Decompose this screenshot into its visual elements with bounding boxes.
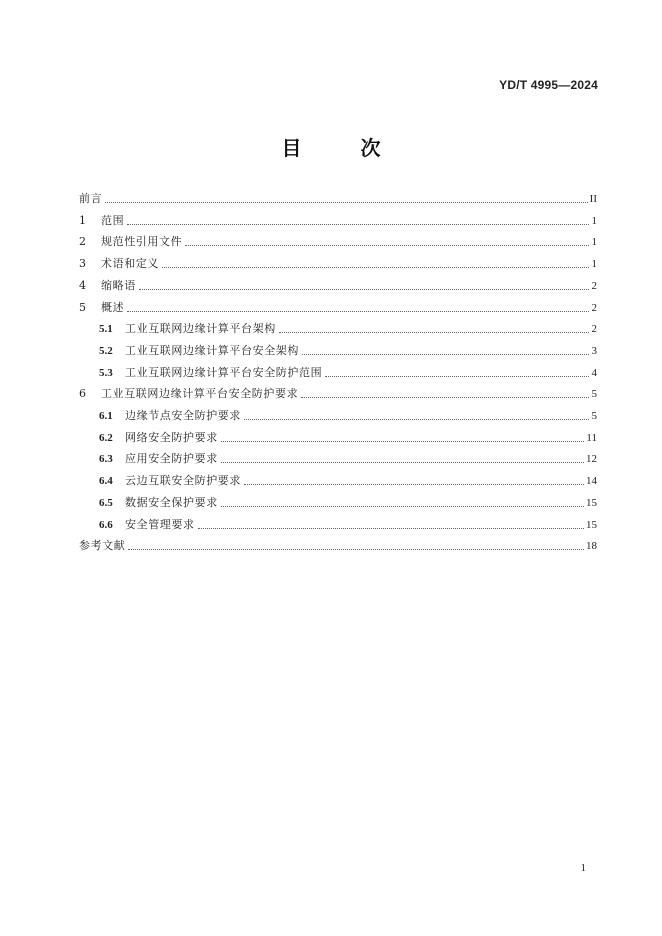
toc-entry-number: 6.5 <box>99 496 113 509</box>
toc-dot-leader <box>279 332 589 333</box>
toc-entry-label: 边缘节点安全防护要求 <box>125 409 241 422</box>
toc-entry-page: 3 <box>591 344 597 357</box>
toc-entry-number: 6.1 <box>99 410 113 422</box>
toc-entry-page: 14 <box>586 475 597 488</box>
toc-entry-number: 3 <box>79 257 86 271</box>
toc-entry-page: 18 <box>586 540 597 553</box>
toc-entry-number: 1 <box>79 213 86 227</box>
toc-entry-label: 前言 <box>79 192 103 205</box>
toc-dot-leader <box>244 419 589 420</box>
document-id: YD/T 4995—2024 <box>499 78 598 92</box>
toc-entry-label: 概述 <box>101 300 125 314</box>
toc-entry-page: 5 <box>591 388 597 401</box>
toc-entry-page: 12 <box>586 453 597 466</box>
toc-entry-page: 1 <box>591 214 597 227</box>
toc-entry-label: 工业互联网边缘计算平台架构 <box>125 322 276 336</box>
toc-entry[interactable] <box>99 472 597 488</box>
toc-entry[interactable] <box>99 342 597 358</box>
toc-entry-page: 2 <box>591 301 597 314</box>
toc-entry-label: 缩略语 <box>101 278 136 292</box>
toc-entry-number: 6.6 <box>99 518 113 531</box>
toc-dot-leader <box>301 397 589 398</box>
toc-dot-leader <box>302 354 589 355</box>
toc-entry-number: 2 <box>79 235 86 249</box>
toc-entry-label: 术语和定义 <box>101 257 159 271</box>
toc-entry[interactable] <box>79 233 597 249</box>
toc-dot-leader <box>185 245 589 246</box>
toc-entry[interactable] <box>79 255 597 271</box>
toc-dot-leader <box>162 267 589 268</box>
toc-entry-label: 参考文献 <box>79 539 126 553</box>
toc-entry-page: 11 <box>586 431 597 444</box>
toc-entry-page: 4 <box>591 366 597 379</box>
toc-entry[interactable] <box>99 450 597 466</box>
toc-dot-leader <box>127 311 589 312</box>
toc-entry-label: 安全管理要求 <box>125 517 195 531</box>
toc-entry[interactable] <box>79 299 597 315</box>
toc-entry[interactable] <box>99 429 597 445</box>
toc-entry[interactable] <box>79 277 597 293</box>
toc-dot-leader <box>139 289 589 290</box>
toc-dot-leader <box>198 528 584 529</box>
page-title: 目 次 <box>281 136 407 160</box>
toc-entry[interactable] <box>99 516 597 532</box>
toc-entry-page: 15 <box>586 496 597 509</box>
toc-dot-leader <box>221 506 584 507</box>
toc-entry-number: 5 <box>79 300 86 314</box>
toc-entry-number: 6.4 <box>99 475 113 488</box>
toc-dot-leader <box>221 462 584 463</box>
toc-entry[interactable] <box>79 537 597 553</box>
toc-entry-number: 5.3 <box>99 366 113 379</box>
toc-entry-number: 5.1 <box>99 323 113 336</box>
toc-entry[interactable] <box>99 320 597 336</box>
toc-entry[interactable] <box>99 407 597 423</box>
toc-entry[interactable] <box>79 190 597 206</box>
toc-entry-label: 工业互联网边缘计算平台安全架构 <box>125 343 299 357</box>
toc-dot-leader <box>128 549 584 550</box>
toc-entry-page: II <box>589 193 597 205</box>
toc-entry[interactable] <box>79 385 597 401</box>
toc-dot-leader <box>127 224 589 225</box>
toc-entry-page: 5 <box>591 410 597 422</box>
toc-entry-label: 数据安全保护要求 <box>125 495 218 509</box>
toc-entry-page: 2 <box>591 323 597 336</box>
toc-entry-page: 2 <box>591 279 597 292</box>
toc-entry-page: 1 <box>591 236 597 249</box>
toc-dot-leader <box>325 376 589 377</box>
toc-entry-label: 工业互联网边缘计算平台安全防护范围 <box>125 365 323 379</box>
page-number: 1 <box>580 862 586 874</box>
toc-entry-label: 范围 <box>101 213 125 227</box>
toc-entry[interactable] <box>99 494 597 510</box>
toc-entry-number: 5.2 <box>99 344 113 357</box>
toc-entry[interactable] <box>99 364 597 380</box>
toc-dot-leader <box>105 202 587 203</box>
toc-entry-number: 6.2 <box>99 431 113 444</box>
toc-entry-number: 6.3 <box>99 453 113 466</box>
toc-entry-label: 云边互联安全防护要求 <box>125 474 241 488</box>
toc-entry-number: 6 <box>79 387 86 401</box>
toc-entry-page: 15 <box>586 518 597 531</box>
toc-entry-label: 应用安全防护要求 <box>125 452 218 466</box>
toc-entry-label: 网络安全防护要求 <box>125 430 218 444</box>
toc-entry[interactable] <box>79 212 597 228</box>
toc-dot-leader <box>244 484 584 485</box>
toc-entry-page: 1 <box>591 258 597 271</box>
toc-entry-label: 工业互联网边缘计算平台安全防护要求 <box>101 387 299 401</box>
toc-entry-label: 规范性引用文件 <box>101 235 183 249</box>
toc-entry-number: 4 <box>79 278 86 292</box>
toc-dot-leader <box>221 441 585 442</box>
